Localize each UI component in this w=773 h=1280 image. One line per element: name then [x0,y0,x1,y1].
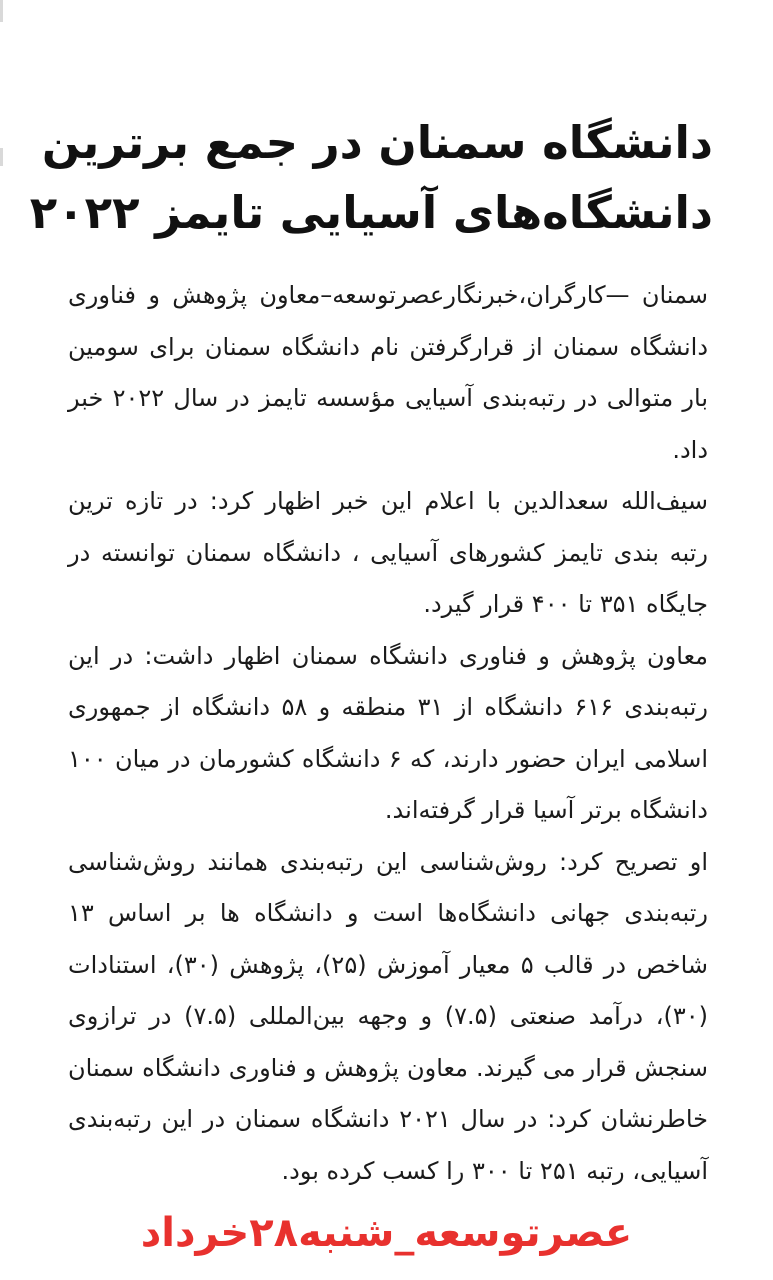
headline-line-2: دانشگاه‌های آسیایی تایمز ۲۰۲۲ [29,186,713,239]
article-paragraph: سمنان —کارگران،خبرنگارعصرتوسعه–معاون پژوهش و فناوری دانشگاه سمنان از قرارگرفتن نام دانشگاه سمنان برای سومین بار متوالی در رتبه‌بندی آسیایی مؤسسه تایمز در سال ۲۰۲۲ خبر داد. [68,281,709,464]
article-paragraph: معاون پژوهش و فناوری دانشگاه سمنان اظهار داشت: در این رتبه‌بندی ۶۱۶ دانشگاه از ۳۱ منطقه و ۵۸ دانشگاه از جمهوری اسلامی ایران حضور دارند، که ۶ دانشگاه کشورمان در میان ۱۰۰ دانشگاه برتر آسیا قرار گرفته‌اند. [68,641,709,824]
source-date-tag: عصرتوسعه_شنبه۲۸خرداد [140,1210,633,1256]
page-edge-mark [0,0,3,22]
article-paragraph: او تصریح کرد: روش‌شناسی این رتبه‌بندی همانند روش‌شناسی رتبه‌بندی جهانی دانشگاه‌ها است و دانشگاه ها بر اساس ۱۳ شاخص در قالب ۵ معیار آموزش (۲۵)، پژوهش (۳۰)، استنادات (۳۰)، درآمد صنعتی (۷.۵) و وجهه بین‌المللی (۷.۵) در ترازوی سنجش قرار می گیرند. معاون پژوهش و فناوری دانشگاه سمنان خاطرنشان کرد: در سال ۲۰۲۱ دانشگاه سمنان در این رتبه‌بندی آسیایی، رتبه ۲۵۱ تا ۳۰۰ را کسب کرده بود. [68,847,709,1185]
page-edge-mark [0,148,3,166]
headline-line-1: دانشگاه سمنان در جمع برترین [41,116,713,169]
article-paragraph: سیف‌الله سعدالدین با اعلام این خبر اظهار کرد: در تازه ترین رتبه بندی تایمز کشورهای آسیایی ، دانشگاه سمنان توانسته در جایگاه ۳۵۱ تا ۴۰۰ قرار گیرد. [68,487,708,618]
headline [29,108,713,248]
article-body [68,270,708,1197]
